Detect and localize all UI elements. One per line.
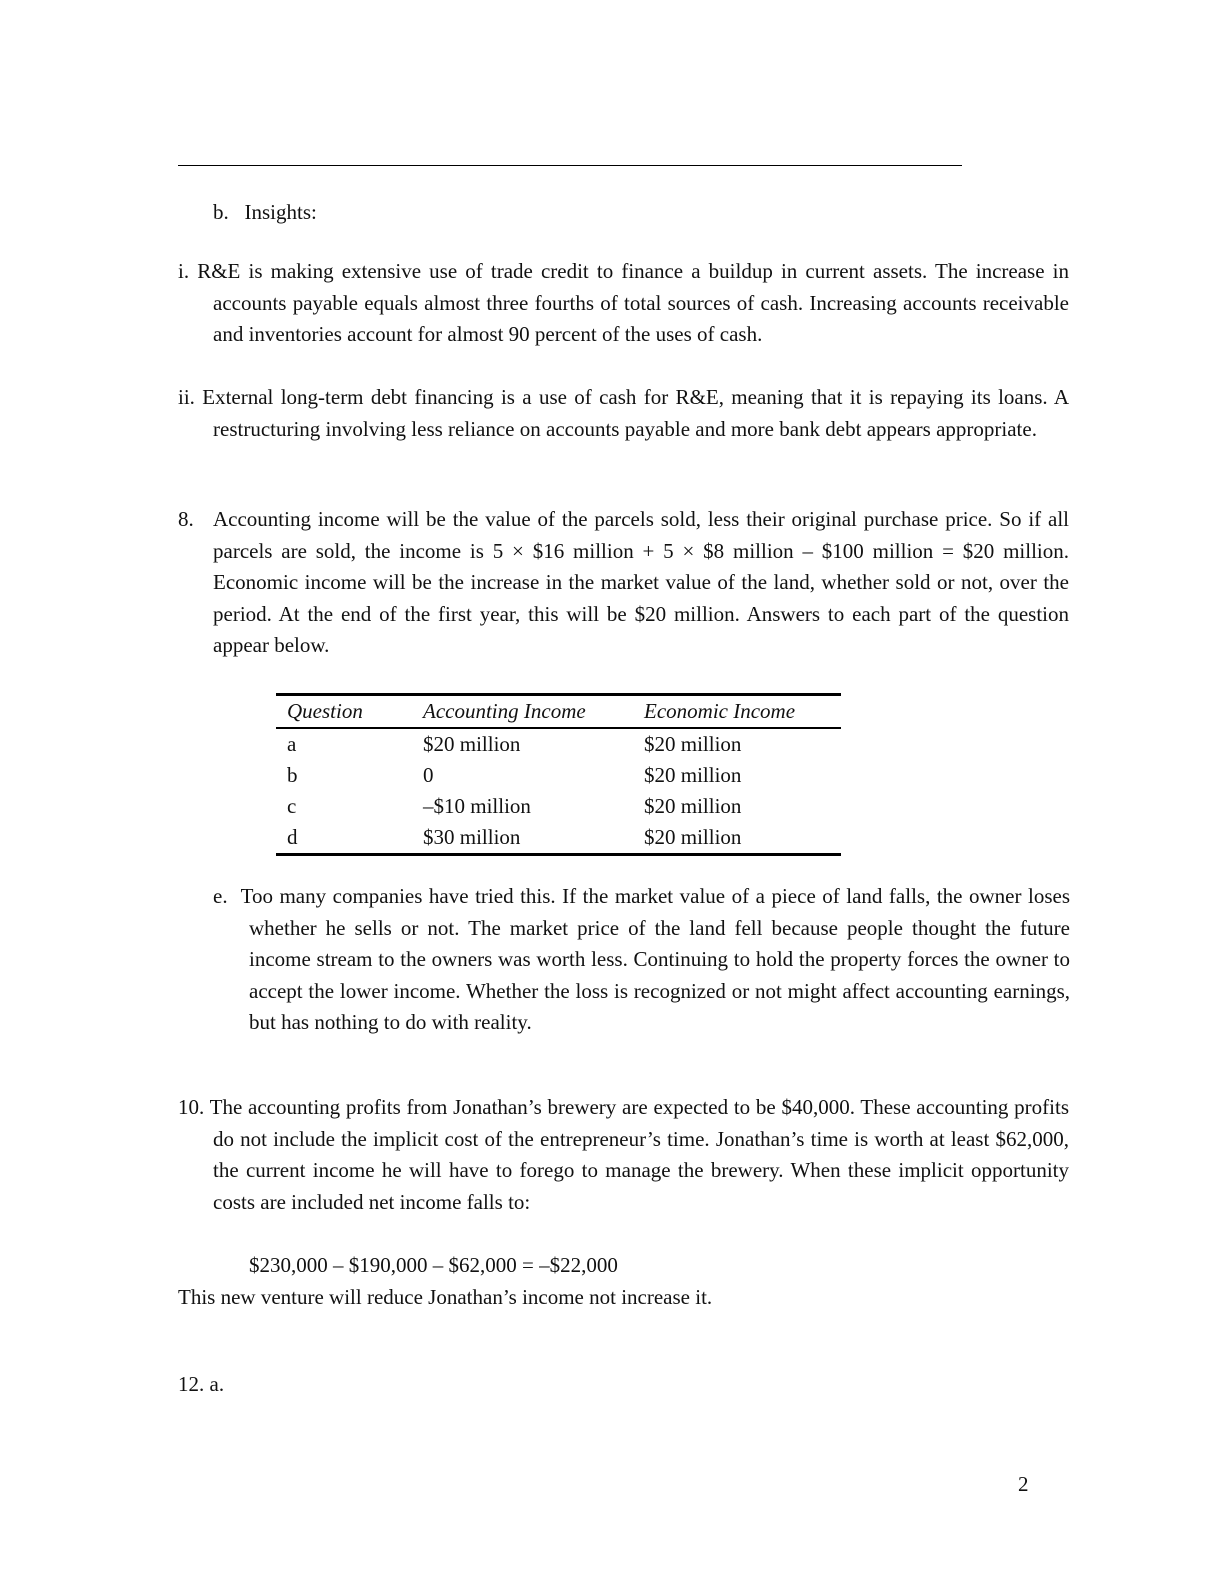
question-8-text: Accounting income will be the value of the parcels sold, less their original purchase price. So if all parcels are sold, the income is 5 × $16 million + 5 × $8 million – $100 million = $20 million. Economic income will be the increase in the market value of the land, whether sold or not, over the period. At the end of the first year, this will be $20 million. Answers to each part of the question appear below. — [213, 507, 1069, 657]
cell-economic-income: $20 million — [644, 732, 742, 756]
cell-accounting-income: 0 — [423, 763, 434, 787]
question-10-conclusion: This new venture will reduce Jonathan’s income not increase it. — [178, 1285, 713, 1309]
page-number: 2 — [1018, 1472, 1029, 1496]
question-10-paragraph: 10. The accounting profits from Jonathan’s brewery are expected to be $40,000. These accounting profits do not include the implicit cost of the entrepreneur’s time. Jonathan’s time is worth at least $62,000, the current income he will have to forego to manage the brewery. When these implicit opportunity costs are included net income falls to: — [178, 1095, 1069, 1214]
cell-accounting-income: –$10 million — [423, 794, 531, 818]
header-accounting-income: Accounting Income — [412, 695, 633, 729]
cell-question: b — [287, 763, 298, 787]
part-e-paragraph: e. Too many companies have tried this. If the market value of a piece of land falls, the owner loses whether he sells or not. The market price of the land fell because people thought the future income stream to the owners was worth less. Continuing to hold the property forces the owner to accept the lower income. Whether the loss is recognized or not might affect accounting earnings, but has nothing to do with reality. — [213, 884, 1070, 1034]
cell-accounting-income: $20 million — [423, 732, 521, 756]
cell-economic-income: $20 million — [644, 794, 742, 818]
table-row — [276, 728, 841, 760]
table-row — [276, 760, 841, 791]
question-8-paragraph — [178, 504, 1069, 662]
cell-economic-income: $20 million — [633, 822, 841, 855]
header-question: Question — [276, 695, 412, 729]
cell-question: c — [287, 794, 297, 818]
table-header-row — [276, 695, 841, 729]
header-rule — [178, 165, 962, 166]
header-economic-income: Economic Income — [633, 695, 841, 729]
insight-i-paragraph: i. R&E is making extensive use of trade credit to finance a buildup in current assets. The increase in accounts payable equals almost three fourths of total sources of cash. Increasing accounts receivable and inventories account for almost 90 percent of the uses of cash. — [178, 259, 1069, 346]
cell-economic-income: $20 million — [644, 763, 742, 787]
question-12-label: 12. a. — [178, 1372, 225, 1396]
income-table — [276, 693, 841, 856]
question-8-label: 8. — [178, 507, 194, 531]
insights-heading: b. Insights: — [213, 200, 317, 224]
table-row — [276, 791, 841, 822]
question-10-equation: $230,000 – $190,000 – $62,000 = –$22,000 — [249, 1253, 618, 1277]
cell-question: a — [287, 732, 297, 756]
cell-accounting-income: $30 million — [412, 822, 633, 855]
cell-question: d — [276, 822, 412, 855]
table-row — [276, 822, 841, 855]
insight-ii-paragraph: ii. External long-term debt financing is a use of cash for R&E, meaning that it is repaying its loans. A restructuring involving less reliance on accounts payable and more bank debt appears appropriate. — [178, 385, 1069, 441]
